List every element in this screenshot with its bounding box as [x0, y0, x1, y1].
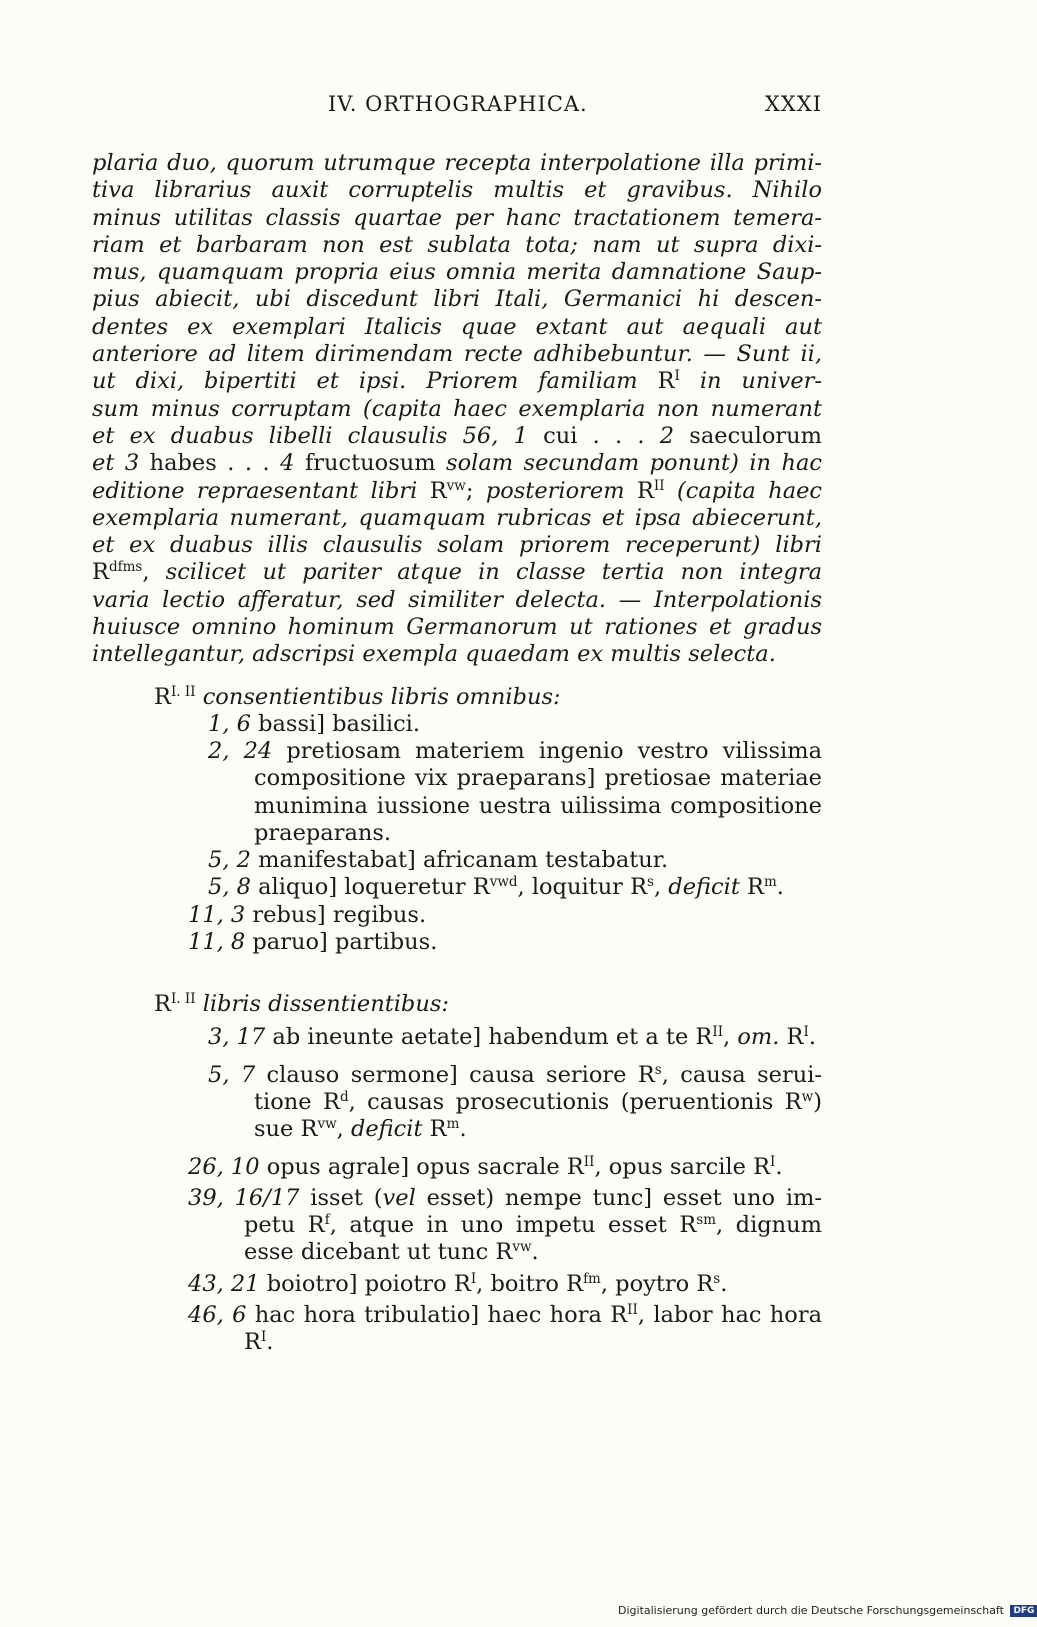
list-item: 2, 24 pretiosam materiem ingenio vestro vilissima compositione vix praeparans] pretiosae materiae munimina iussione uestra uilissima compositione praeparans. [208, 737, 822, 846]
text-line: intellegantur, adscripsi exempla quaedam ex multis selecta. [92, 641, 776, 668]
page-number: XXXI [764, 92, 822, 116]
list-item: 5, 2 manifestabat] africanam testabatur. [208, 847, 669, 874]
running-title: IV. ORTHOGRAPHICA. [328, 92, 588, 116]
main-text [92, 150, 822, 1357]
list-item: 43, 21 boiotro] poiotro $R^I$, boitro $R^{fm}$, poytro $R^s$. [188, 1270, 728, 1297]
list-item: 11, 3 rebus] regibus. [188, 901, 427, 928]
text-line: varia lectio afferatur, sed similiter delecta. — Interpolationis [92, 586, 822, 613]
dfg-logo: DFG [1010, 1605, 1037, 1617]
text-line: et ex duabus illis clausulis solam priorem receperunt) libri [92, 532, 822, 559]
variant-list-consentient [92, 711, 822, 957]
text-line: et 3 habes . . . 4 fructuosum solam secundam ponunt) in hac [92, 450, 823, 477]
section-heading-consentient: $R^{I. II}$ consentientibus libris omnibus: [154, 683, 561, 710]
list-item: 11, 8 paruo] partibus. [188, 929, 438, 956]
text-line: editione repraesentant libri $R^{vw}$; posteriorem $R^{II}$ (capita haec [92, 477, 823, 504]
text-line: tiva librarius auxit corruptelis multis et gravibus. Nihilo [92, 177, 822, 204]
list-item: 5, 8 aliquo] loqueretur $R^{vwd}$, loquitur $R^s$, deficit $R^m$. [208, 874, 784, 901]
text-line: riam et barbaram non est sublata tota; nam ut supra dixi- [92, 231, 822, 258]
text-line: exemplaria numerant, quamquam rubricas et ipsa abiecerunt, [92, 504, 822, 531]
digitization-credit: Digitalisierung gefördert durch die Deutsche Forschungsgemeinschaft DFG [618, 1604, 1037, 1617]
text-line: ut dixi, bipertiti et ipsi. Priorem familiam $R^I$ in univer- [92, 368, 822, 395]
text-line: huiusce omnino hominum Germanorum ut rationes et gradus [92, 614, 822, 641]
variant-list-dissentient [92, 1024, 822, 1356]
list-item: 5, 7 clauso sermone] causa seriore $R^s$, causa seruitione $R^d$, causas prosecutionis (peruentionis $R^w$) sue $R^{vw}$, deficit $R^m$. [208, 1061, 823, 1143]
text-line: sum minus corruptam (capita haec exemplaria non numerant [92, 395, 822, 422]
text-line: anteriore ad litem dirimendam recte adhibebuntur. — Sunt ii, [92, 341, 822, 368]
running-header [328, 92, 822, 122]
text-line: dentes ex exemplari Italicis quae extant aut aequali aut [92, 313, 822, 340]
list-item: 1, 6 bassi] basilici. [208, 710, 421, 737]
text-line: pius abiecit, ubi discedunt libri Itali, Germanici hi descen- [92, 286, 822, 313]
text-line: plaria duo, quorum utrumque recepta interpolatione illa primi- [92, 150, 822, 176]
list-item: 39, 16/17 isset (vel esset) nempe tunc] esset uno impetu $R^f$, atque in uno impetu esset $R^{sm}$, dignum esse dicebant ut tunc $R^{vw}$. [188, 1184, 822, 1266]
section-heading-dissentient: $R^{I. II}$ libris dissentientibus: [154, 991, 449, 1018]
list-item: 3, 17 ab ineunte aetate] habendum et a te $R^{II}$, om. $R^I$. [208, 1024, 816, 1051]
text-line: et ex duabus libelli clausulis 56, 1 cui . . . 2 saeculorum [92, 422, 822, 449]
text-line: minus utilitas classis quartae per hanc tractationem temera- [92, 204, 822, 231]
text-line: $R^{dfms}$, scilicet ut pariter atque in classe tertia non integra [92, 559, 822, 586]
list-item: 46, 6 hac hora tribulatio] haec hora $R^{II}$, labor hac hora $R^I$. [188, 1301, 823, 1356]
text-line: mus, quamquam propria eius omnia merita damnatione Saup- [92, 259, 822, 286]
list-item: 26, 10 opus agrale] opus sacrale $R^{II}$, opus sarcile $R^I$. [188, 1153, 783, 1180]
